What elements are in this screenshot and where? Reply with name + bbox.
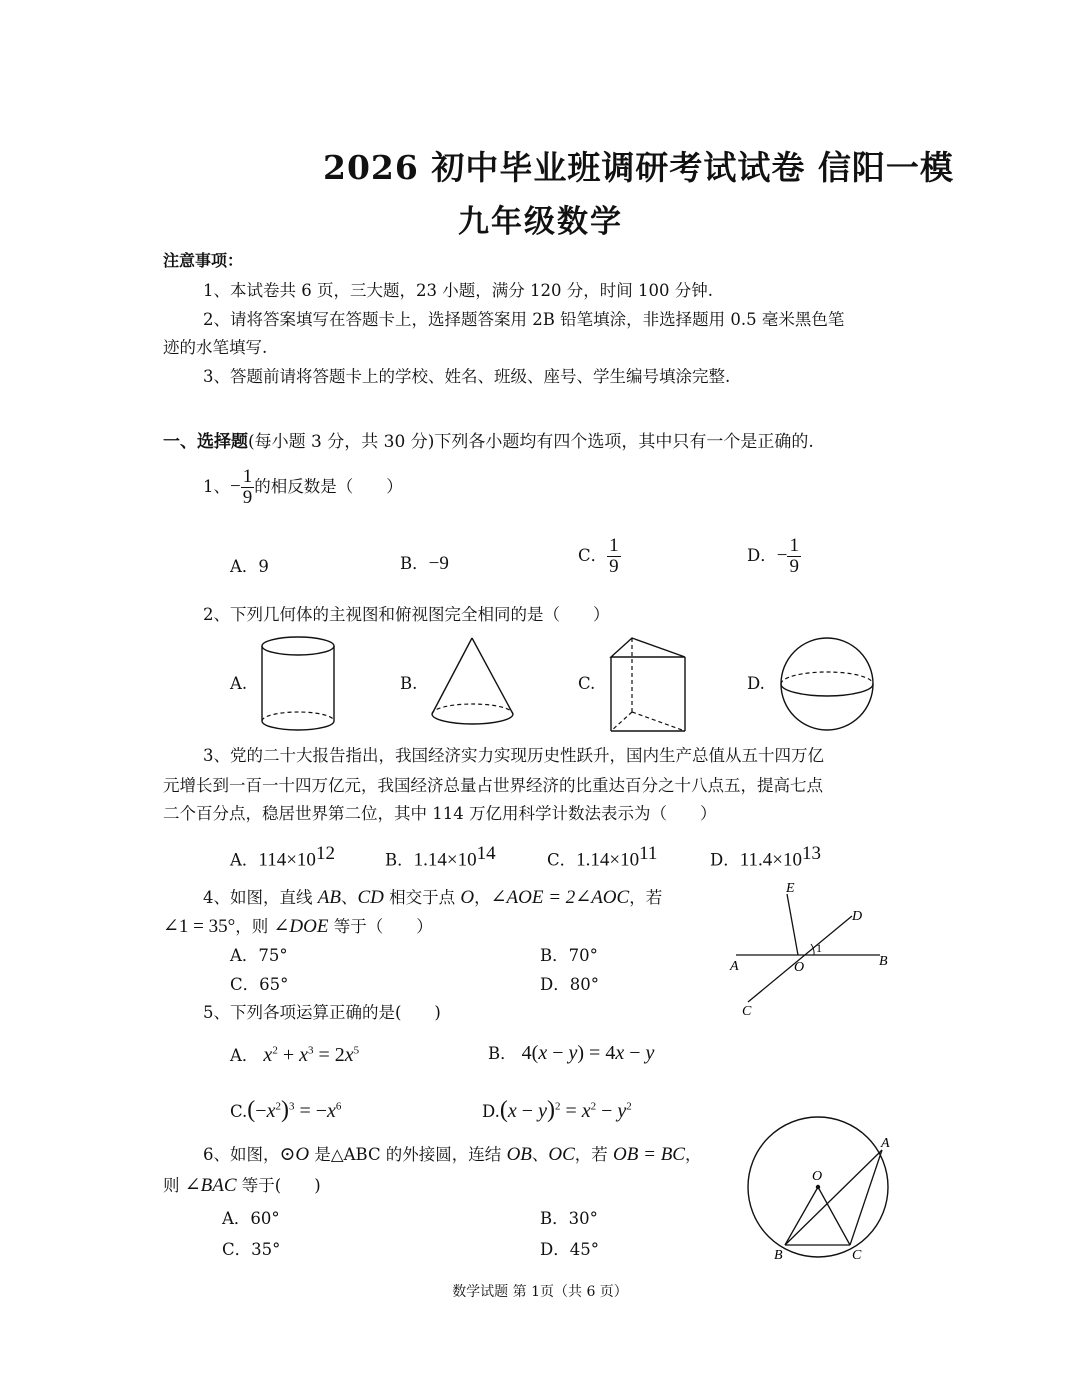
- label-o: O: [812, 1169, 823, 1184]
- question-4-line-2: ∠1 = 35°，则 ∠DOE 等于（ ）: [163, 916, 433, 937]
- question-3-line-3: 二个百分点，稳居世界第二位，其中 114 万亿用科学计数法表示为（ ）: [163, 804, 717, 823]
- q6-option-a[interactable]: A．60°: [222, 1209, 280, 1228]
- q3-option-a[interactable]: A．$114\times 10^{12}$: [230, 843, 335, 871]
- cylinder-icon: [258, 636, 338, 732]
- question-3-line-1: 3、党的二十大报告指出，我国经济实力实现历史性跃升，国内生产总值从五十四万亿: [203, 746, 824, 765]
- q6-option-c[interactable]: C．35°: [222, 1240, 281, 1259]
- q5-option-d[interactable]: $D.(x - y)^2 = x^2 - y^2$: [482, 1097, 632, 1123]
- notice-item-3: 3、答题前请将答题卡上的学校、姓名、班级、座号、学生编号填涂完整.: [203, 367, 731, 386]
- notice-item-2: 2、请将答案填写在答题卡上，选择题答案用 2B 铅笔填涂，非选择题用 0.5 毫米黑色笔: [203, 310, 845, 329]
- section-heading: [163, 427, 814, 452]
- label-a: A: [881, 1136, 890, 1151]
- q4-option-a[interactable]: A．75°: [230, 946, 288, 965]
- q2-option-c[interactable]: C.: [578, 674, 596, 693]
- q4-option-c[interactable]: C．65°: [230, 975, 289, 994]
- section-label: 一、选择题: [163, 432, 248, 452]
- q1-option-c[interactable]: C． $\frac{1}{9}$: [578, 535, 619, 577]
- q1-option-b[interactable]: B．−9: [400, 553, 449, 574]
- q5-option-b[interactable]: B． 4(x − y) = 4x − y: [488, 1042, 655, 1064]
- notice-item-2-cont: 迹的水笔填写.: [163, 338, 268, 357]
- q6-option-b[interactable]: B．30°: [540, 1209, 598, 1228]
- label-d: D: [852, 909, 863, 924]
- q4-option-d[interactable]: D．80°: [540, 975, 599, 994]
- q2-option-a[interactable]: A.: [230, 674, 248, 693]
- question-1: 1、− $\frac{1}{9}$ 的相反数是（ ）: [203, 466, 403, 508]
- label-e: E: [786, 881, 795, 896]
- q5-option-c[interactable]: $C.(-x^2)^3 = -x^6$: [230, 1097, 342, 1123]
- ray-oe: [787, 894, 798, 955]
- q5-option-a[interactable]: A． $x^2 + x^3 = 2x^5$: [230, 1044, 360, 1066]
- q4-figure: [722, 880, 897, 1020]
- q6-option-d[interactable]: D．45°: [540, 1240, 599, 1259]
- segment-oc: [818, 1187, 850, 1245]
- center-point: [816, 1185, 820, 1189]
- question-2: 2、下列几何体的主视图和俯视图完全相同的是（ ）: [203, 605, 610, 624]
- question-6-line-2: 则 ∠BAC 等于( ): [163, 1175, 321, 1196]
- segment-ba: [785, 1150, 882, 1245]
- sphere-icon: [778, 636, 878, 732]
- label-c: C: [742, 1004, 752, 1019]
- q3-option-c[interactable]: C．$1.14\times 10^{11}$: [547, 843, 658, 871]
- q3-option-d[interactable]: D．$11.4\times 10^{13}$: [710, 843, 821, 871]
- label-o: O: [794, 960, 805, 975]
- label-c: C: [852, 1248, 862, 1263]
- question-6-line-1: 6、如图，⊙O 是△ABC 的外接圆，连结 OB、OC，若 OB = BC，: [203, 1144, 702, 1165]
- question-4-line-1: 4、如图，直线 AB、CD 相交于点 O，∠AOE = 2∠AOC，若: [203, 887, 663, 908]
- q4-option-b[interactable]: B．70°: [540, 946, 598, 965]
- question-5: 5、下列各项运算正确的是( ): [203, 1003, 441, 1022]
- label-a: A: [730, 959, 739, 974]
- q3-option-b[interactable]: B．$1.14\times 10^{14}$: [385, 843, 496, 871]
- label-b: B: [774, 1248, 783, 1263]
- segment-ob: [785, 1187, 818, 1245]
- label-b: B: [879, 954, 888, 969]
- q2-option-d[interactable]: D.: [747, 674, 765, 693]
- label-angle-1: 1: [816, 941, 822, 955]
- q1-option-d[interactable]: D．− $\frac{1}{9}$: [747, 535, 799, 577]
- notice-item-1: 1、本试卷共 6 页，三大题，23 小题，满分 120 分，时间 100 分钟.: [203, 281, 713, 300]
- page-subtitle: 九年级数学: [458, 204, 623, 240]
- cone-icon: [428, 636, 518, 732]
- page-title: 2026 初中毕业班调研考试试卷 信阳一模: [323, 148, 954, 187]
- page-footer: 数学试题 第 1页（共 6 页）: [452, 1284, 628, 1300]
- q1-option-a[interactable]: A．9: [230, 557, 269, 576]
- triangular-prism-icon: [606, 636, 690, 732]
- fraction: $\frac{1}{9}$: [242, 466, 253, 508]
- notice-heading: 注意事项：: [163, 251, 244, 270]
- line-cd: [748, 916, 852, 1002]
- segment-ca: [850, 1150, 882, 1245]
- q2-option-b[interactable]: B.: [400, 674, 418, 693]
- q6-figure: [740, 1115, 900, 1265]
- question-3-line-2: 元增长到一百一十四万亿元，我国经济总量占世界经济的比重达百分之十八点五，提高七点: [163, 776, 823, 795]
- section-description: (每小题 3 分，共 30 分)下列各小题均有四个选项，其中只有一个是正确的.: [248, 432, 814, 452]
